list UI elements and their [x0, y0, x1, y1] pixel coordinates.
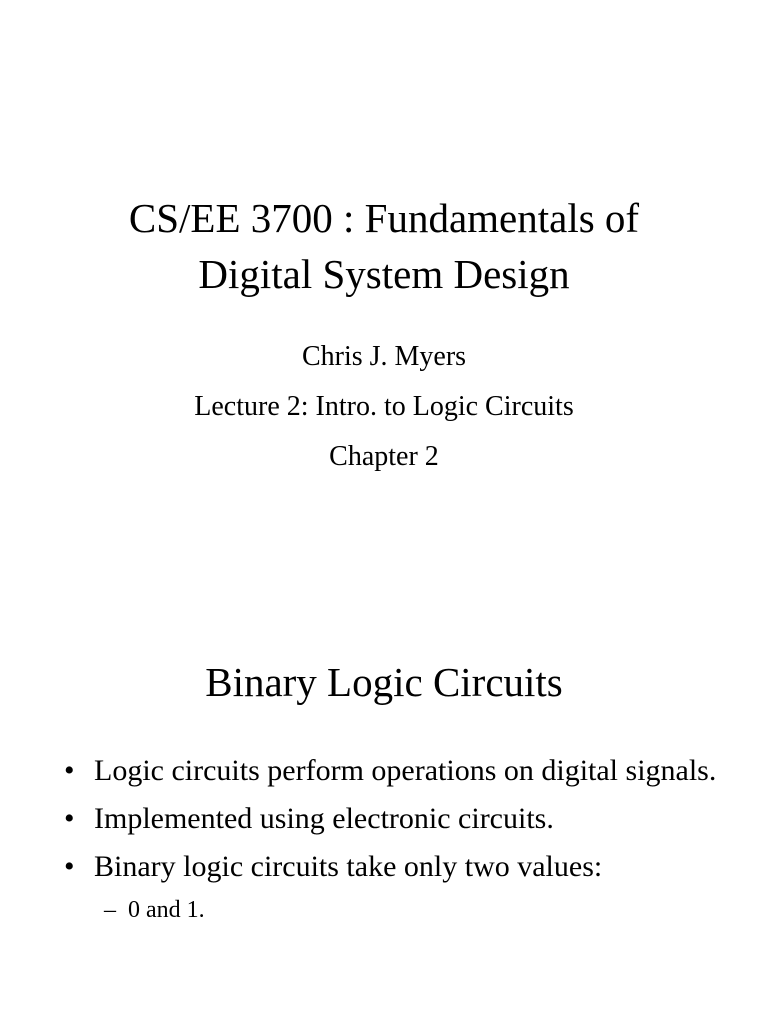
list-item	[60, 799, 740, 839]
chapter-label: Chapter 2	[329, 441, 439, 472]
author-name: Chris J. Myers	[301, 341, 467, 372]
bullet-list	[60, 751, 740, 927]
bullet-text: Implemented using electronic circuits.	[94, 802, 554, 835]
bullet-text: Binary logic circuits take only two values:	[94, 850, 603, 883]
sub-list-item	[60, 893, 740, 927]
list-item	[60, 751, 740, 791]
title-line: CS/EE 3700 : Fundamentals of	[128, 195, 640, 241]
bullet-icon: •	[64, 802, 75, 835]
lecture-title: Lecture 2: Intro. to Logic Circuits	[194, 391, 574, 422]
bullet-text: Logic circuits perform operations on digital signals.	[94, 754, 717, 787]
bullet-icon: •	[64, 850, 75, 883]
title-line: Digital System Design	[198, 251, 570, 297]
sub-bullet-text: 0 and 1.	[128, 897, 205, 923]
bullet-icon: •	[64, 754, 75, 787]
slide-title	[0, 190, 768, 302]
slide-subtitle	[0, 332, 768, 482]
dash-icon: –	[104, 897, 116, 923]
list-item	[60, 847, 740, 887]
slide-title: Binary Logic Circuits	[205, 659, 563, 705]
content-slide	[0, 512, 768, 1024]
